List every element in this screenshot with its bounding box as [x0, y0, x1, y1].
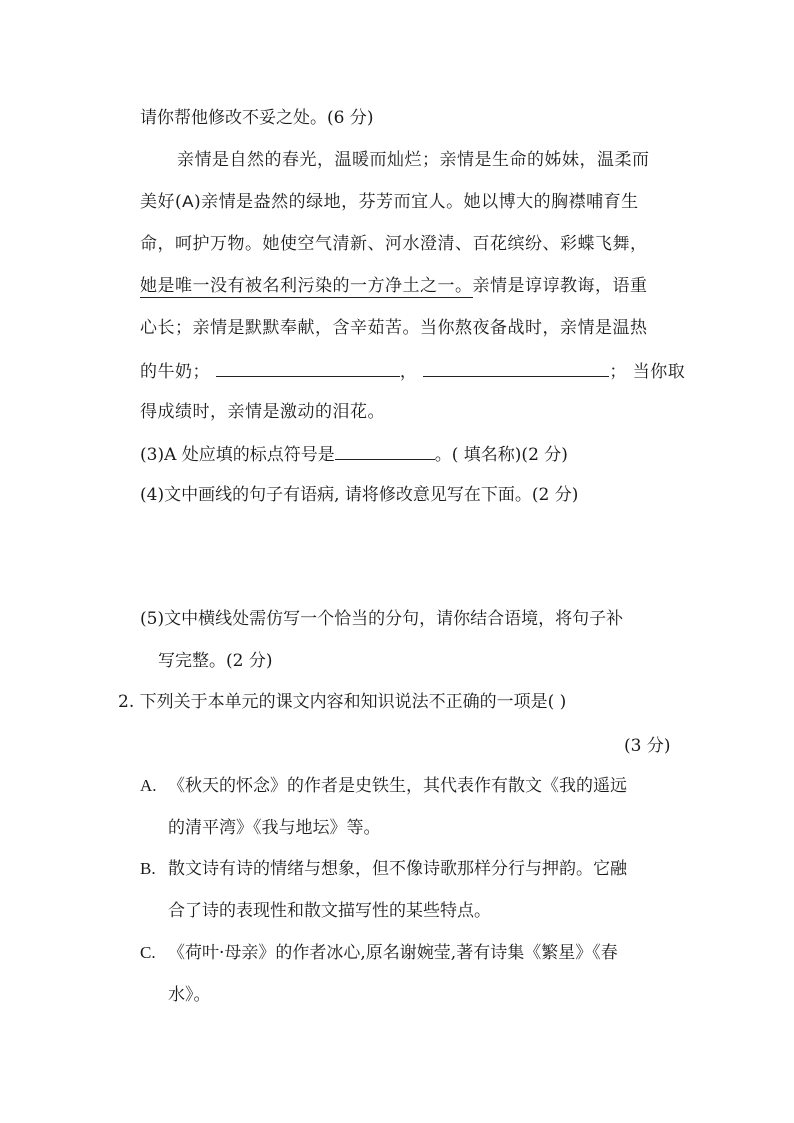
passage-line-6-end: 当你取 [632, 362, 686, 382]
passage-line-5: 心长；亲情是默默奉献，含辛茹苦。当你熬夜备战时，亲情是温热 [140, 318, 648, 338]
option-b-letter: B. [140, 859, 156, 878]
blank-marker-a: A [182, 192, 194, 211]
sub-question-4: (4)文中画线的句子有语病, 请将修改意见写在下面。(2 分) [140, 485, 579, 505]
passage-line-7: 得成绩时，亲情是激动的泪花。 [140, 402, 385, 422]
semicolon: ； [609, 362, 627, 382]
sub-question-5-line-2: 写完整。(2 分) [158, 651, 273, 671]
sub-question-5-line-1: (5)文中横线处需仿写一个恰当的分句，请你结合语境，将句子补 [140, 609, 624, 629]
question-2-stem: 2. 下列关于本单元的课文内容和知识说法不正确的一项是( ) [118, 692, 567, 712]
comma: ， [399, 362, 418, 382]
sub-question-3-text: (3)A 处应填的标点符号是 [140, 445, 335, 465]
option-b-line-1: 散文诗有诗的情绪与想象，但不像诗歌那样分行与押韵。它融 [168, 859, 627, 879]
imitation-blank-1[interactable] [216, 358, 400, 377]
passage-line-4-rest: 亲情是谆谆教诲，语重 [472, 276, 648, 296]
passage-line-6-start: 的牛奶； [140, 362, 210, 382]
option-c-letter: C. [140, 943, 156, 962]
option-a-letter: A. [140, 776, 157, 795]
passage-line-1: 亲情是自然的春光，温暖而灿烂；亲情是生命的姊妹，温柔而 [177, 150, 650, 170]
option-a-line-1: 《秋天的怀念》的作者是史铁生，其代表作有散文《我的遥远 [168, 776, 627, 796]
sub-question-3 [140, 441, 568, 467]
question-1-tail: 请你帮他修改不妥之处。(6 分) [140, 108, 374, 128]
passage-line-2-start: 美好( [140, 192, 183, 212]
passage-line-2-end: )亲情是盎然的绿地，芬芳而宜人。她以博大的胸襟哺育生 [193, 192, 639, 212]
punctuation-answer-blank[interactable] [335, 441, 435, 460]
passage-line-6 [140, 358, 685, 384]
passage-line-3: 命，呵护万物。她使空气清新、河水澄清、百花缤纷、彩蝶飞舞， [140, 234, 648, 254]
imitation-blank-2[interactable] [423, 358, 609, 377]
option-a-line-2: 的清平湾》《我与地坛》等。 [168, 818, 381, 838]
question-2-score: (3 分) [624, 736, 671, 756]
option-c-line-1: 《荷叶·母亲》的作者冰心,原名谢婉莹,著有诗集《繁星》《春 [168, 943, 618, 963]
passage-line-2 [140, 190, 639, 214]
sub-question-3-score: 。( 填名称)(2 分) [434, 445, 568, 465]
passage-line-4 [140, 274, 648, 298]
option-c-line-2: 水》。 [168, 985, 211, 1005]
underlined-sentence: 她是唯一没有被名利污染的一方净土之一。 [140, 276, 473, 296]
option-b-line-2: 合了诗的表现性和散文描写性的某些特点。 [168, 901, 491, 921]
